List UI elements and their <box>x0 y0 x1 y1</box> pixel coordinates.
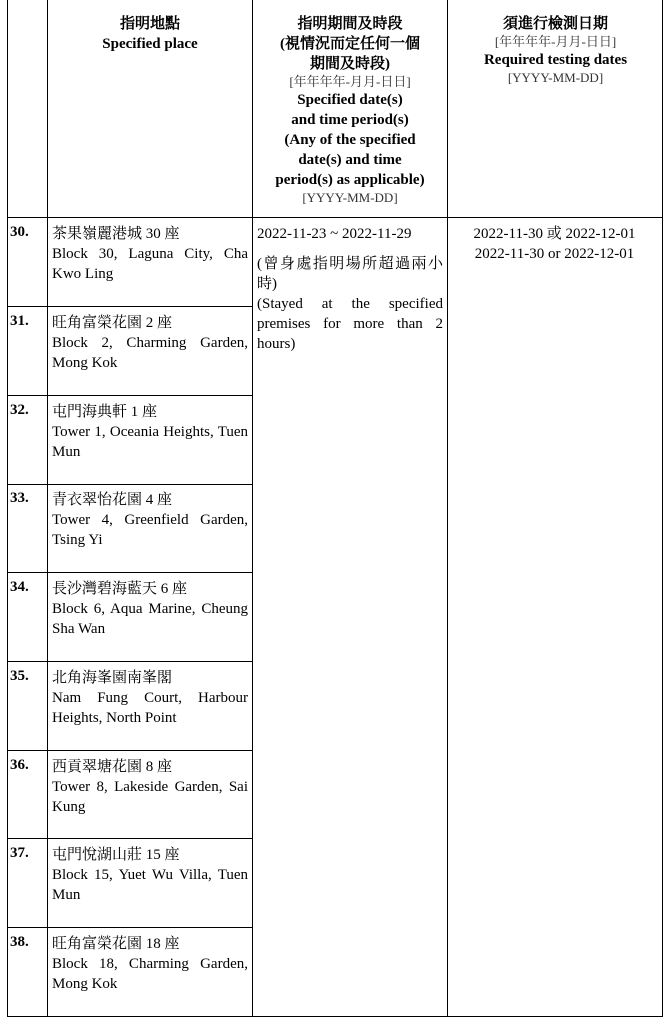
row-number: 31. <box>10 313 29 329</box>
row-number: 33. <box>10 490 29 506</box>
header-period-en-1: Specified date(s) <box>297 92 403 108</box>
place-name-zh: 屯門悅湖山莊 15 座 <box>52 847 180 863</box>
place-cell <box>52 934 248 994</box>
header-period-en-5: period(s) as applicable) <box>275 172 425 188</box>
place-name-zh: 長沙灣碧海藍天 6 座 <box>52 581 188 597</box>
place-name-zh: 茶果嶺麗港城 30 座 <box>52 226 180 242</box>
header-period-format-en: [YYYY-MM-DD] <box>302 190 398 205</box>
place-name-en: Nam Fung Court, Harbour Heights, North Point <box>52 690 248 726</box>
place-cell <box>52 579 248 639</box>
header-period-zh-2: (視情況而定任何一個 <box>280 36 420 52</box>
header-period-format-zh: [年年年年-月月-日日] <box>289 74 411 89</box>
place-name-zh: 青衣翠怡花園 4 座 <box>52 492 173 508</box>
column-divider <box>447 0 448 1017</box>
row-divider <box>7 750 253 751</box>
place-cell <box>52 224 248 284</box>
row-number: 35. <box>10 668 29 684</box>
place-cell <box>52 490 248 550</box>
header-dates-format-en: [YYYY-MM-DD] <box>507 70 604 85</box>
header-place-en: Specified place <box>102 36 198 52</box>
place-cell <box>52 402 248 462</box>
place-name-zh: 旺角富榮花園 2 座 <box>52 315 173 331</box>
testing-dates-cell <box>452 224 657 264</box>
place-name-en: Block 18, Charming Garden, Mong Kok <box>52 956 248 992</box>
place-name-en: Tower 8, Lakeside Garden, Sai Kung <box>52 779 248 815</box>
header-period-en-2: and time period(s) <box>291 112 409 128</box>
header-period <box>253 14 447 206</box>
row-divider <box>7 838 253 839</box>
place-name-en: Block 2, Charming Garden, Mong Kok <box>52 335 248 371</box>
header-period-en-4: date(s) and time <box>298 152 402 168</box>
place-name-en: Block 6, Aqua Marine, Cheung Sha Wan <box>52 601 248 637</box>
row-divider <box>7 927 253 928</box>
place-name-en: Block 15, Yuet Wu Villa, Tuen Mun <box>52 867 248 903</box>
header-place <box>48 14 252 54</box>
testing-dates-en: 2022-11-30 or 2022-12-01 <box>474 246 635 262</box>
header-period-zh-3: 期間及時段) <box>310 56 390 72</box>
place-name-zh: 屯門海典軒 1 座 <box>52 404 158 420</box>
row-number: 38. <box>10 934 29 950</box>
place-name-en: Block 30, Laguna City, Cha Kwo Ling <box>52 246 248 282</box>
header-dates-zh: 須進行檢測日期 <box>502 16 608 32</box>
place-cell <box>52 757 248 817</box>
place-name-en: Tower 4, Greenfield Garden, Tsing Yi <box>52 512 248 548</box>
row-number: 30. <box>10 224 29 240</box>
row-divider <box>7 306 253 307</box>
header-dates-format-zh: [年年年年-月月-日日] <box>494 34 617 49</box>
place-name-zh: 旺角富榮花園 18 座 <box>52 936 180 952</box>
header-period-en-3: (Any of the specified <box>284 132 416 148</box>
header-dates-en: Required testing dates <box>483 52 628 68</box>
testing-dates-zh: 2022-11-30 或 2022-12-01 <box>473 226 636 242</box>
row-divider <box>7 395 253 396</box>
row-number: 34. <box>10 579 29 595</box>
row-number: 37. <box>10 845 29 861</box>
place-cell <box>52 845 248 905</box>
row-number: 32. <box>10 402 29 418</box>
period-range: 2022-11-23 ~ 2022-11-29 <box>257 226 412 242</box>
period-cell <box>257 224 443 354</box>
row-divider <box>7 484 253 485</box>
place-cell <box>52 668 248 728</box>
column-divider <box>47 0 48 1017</box>
header-testing-dates <box>448 14 663 86</box>
place-cell <box>52 313 248 373</box>
row-divider <box>7 572 253 573</box>
period-note-zh: (曾身處指明場所超過兩小時) <box>257 256 443 292</box>
place-name-zh: 西貢翠塘花園 8 座 <box>52 759 173 775</box>
row-divider <box>7 661 253 662</box>
place-name-en: Tower 1, Oceania Heights, Tuen Mun <box>52 424 248 460</box>
header-period-zh-1: 指明期間及時段 <box>297 16 403 32</box>
header-place-zh: 指明地點 <box>119 16 180 32</box>
period-note-en: (Stayed at the specified premises for more than 2 hours) <box>257 296 443 352</box>
place-name-zh: 北角海峯園南峯閣 <box>52 670 173 686</box>
row-number: 36. <box>10 757 29 773</box>
header-divider <box>7 217 663 218</box>
